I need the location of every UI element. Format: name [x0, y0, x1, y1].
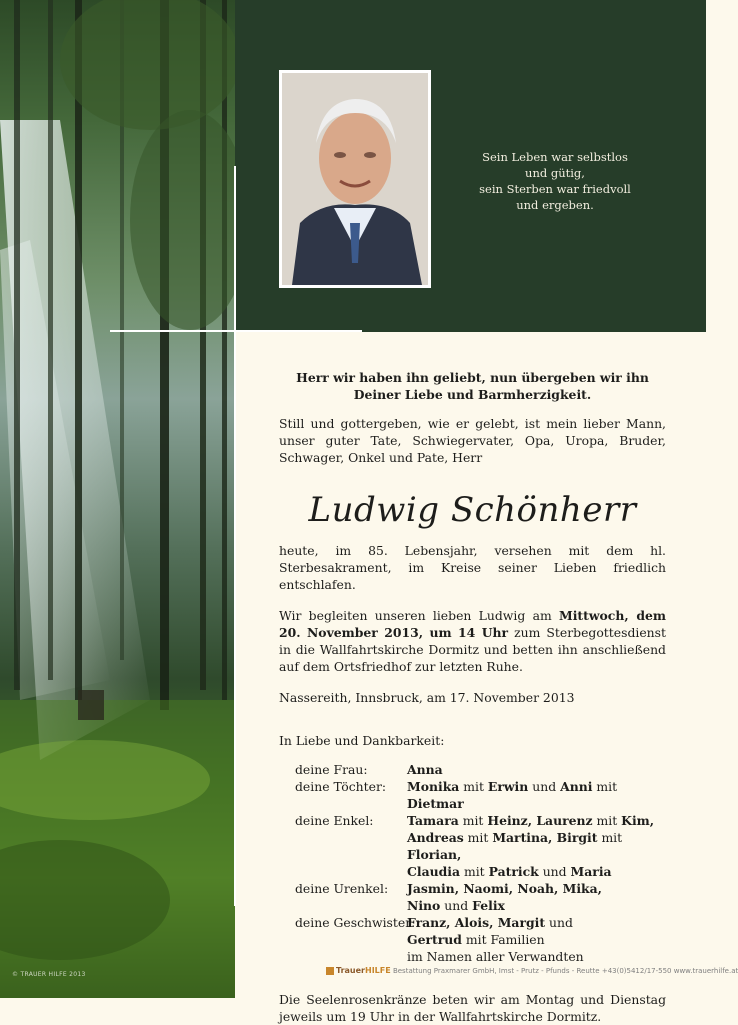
footer-web[interactable]: www.trauerhilfe.at	[673, 967, 738, 975]
relative-label: deine Töchter:	[295, 779, 387, 794]
rosary-paragraph: Die Seelenrosenkränze beten wir am Montag und Dienstag jeweils um 19 Uhr in der Wallfahrtskirche Dormitz.	[279, 992, 666, 1024]
relative-label: deine Urenkel:	[295, 881, 389, 896]
funeral-paragraph: Wir begleiten unseren lieben Ludwig am Mittwoch, dem 20. November 2013, um 14 Uhr zum Sterbegottesdienst in die Wallfahrtskirche Dormitz und betten ihn anschließend auf dem Ortsfriedhof zur letzten Ruhe.	[279, 608, 666, 674]
portrait-illustration	[282, 73, 428, 285]
brand-name: TrauerHILFE	[336, 966, 391, 975]
side-motto	[470, 149, 640, 213]
relative-names: Gertrud mit Familien	[407, 932, 545, 947]
relative-label: deine Frau:	[295, 762, 368, 777]
relative-names: Anna	[407, 762, 443, 777]
forest-illustration	[0, 0, 235, 998]
place-date: Nassereith, Innsbruck, am 17. November 2013	[279, 690, 575, 705]
gratitude-line: In Liebe und Dankbarkeit:	[279, 733, 445, 748]
relative-names: Franz, Alois, Margit und	[407, 915, 573, 930]
relative-names: Claudia mit Patrick und Maria	[407, 864, 612, 879]
relative-names: Nino und Felix	[407, 898, 505, 913]
relative-names: Monika mit Erwin und Anni mit Dietmar	[407, 779, 618, 811]
relative-label: deine Geschwister:	[295, 915, 416, 930]
forest-image	[0, 0, 235, 998]
relative-label: deine Enkel:	[295, 813, 374, 828]
relatives-list	[295, 761, 666, 965]
cross-vertical-bar	[234, 166, 236, 906]
portrait-photo	[279, 70, 431, 288]
footer-info: Bestattung Praxmarer GmbH, Imst - Prutz - Pfunds - Reutte	[392, 967, 600, 975]
relative-names: Andreas mit Martina, Birgit mit Florian,	[407, 830, 623, 862]
obituary-text	[279, 369, 666, 1025]
motto-line: Sein Leben war selbstlos	[482, 150, 628, 164]
motto-line: und gütig,	[525, 166, 585, 180]
funeral-date: Mittwoch, dem 20. November 2013, um 14 Uhr	[279, 608, 666, 640]
cross-horizontal-bar	[110, 330, 362, 332]
prayer-heading: Herr wir haben ihn geliebt, nun übergeben wir ihn Deiner Liebe und Barmherzigkeit.	[296, 370, 649, 402]
relative-names: im Namen aller Verwandten	[407, 949, 584, 964]
footer-phone: +43(0)5412/17-550	[601, 967, 672, 975]
trauerhilfe-logo-icon	[326, 967, 334, 975]
motto-line: und ergeben.	[516, 198, 594, 212]
intro-paragraph: Still und gottergeben, wie er gelebt, ist mein lieber Mann, unser guter Tate, Schwiegervater, Opa, Uropa, Bruder, Schwager, Onkel und Pate, Herr	[279, 416, 666, 465]
relative-names: Tamara mit Heinz, Laurenz mit Kim,	[407, 813, 655, 828]
watermark: © TRAUER HILFE 2013	[12, 971, 86, 978]
passing-paragraph: heute, im 85. Lebensjahr, versehen mit dem hl. Sterbesakrament, im Kreise seiner Lieben friedlich entschlafen.	[279, 543, 666, 592]
relative-names: Jasmin, Naomi, Noah, Mika,	[407, 881, 602, 896]
motto-line: sein Sterben war friedvoll	[479, 182, 631, 196]
deceased-name: Ludwig Schönherr	[308, 490, 637, 530]
footer	[326, 966, 738, 975]
